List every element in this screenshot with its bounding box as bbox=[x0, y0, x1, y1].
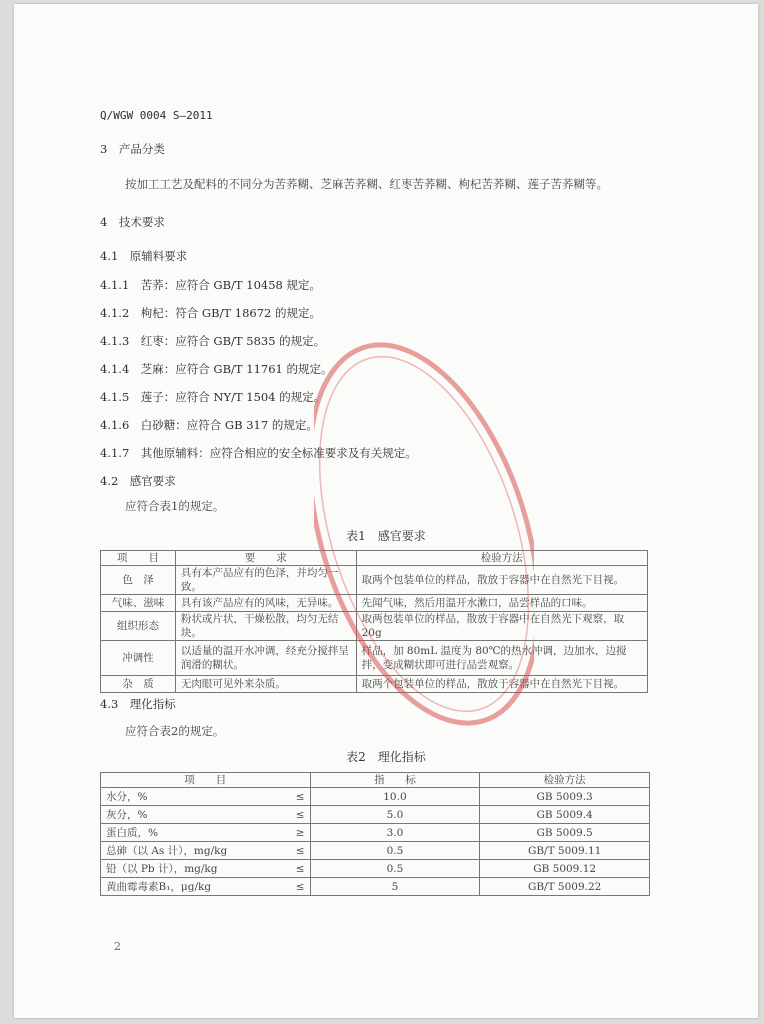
table-row bbox=[101, 595, 648, 612]
table-cell: 先闻气味，然后用温开水漱口，品尝样品的口味。 bbox=[356, 595, 647, 612]
table-2-caption: 表2 理化指标 bbox=[346, 750, 426, 764]
table-cell: 冲调性 bbox=[101, 641, 176, 676]
table-1-caption: 表1 感官要求 bbox=[346, 529, 426, 543]
item-4-1-5: 4.1.5 莲子：应符合 NY/T 1504 的规定。 bbox=[100, 390, 326, 404]
table-cell: ≤ bbox=[280, 878, 310, 896]
table-cell: 0.5 bbox=[310, 860, 480, 878]
table-2-header: 项 目 bbox=[101, 773, 311, 788]
table-cell: 杂 质 bbox=[101, 676, 176, 693]
table-2 bbox=[100, 772, 650, 896]
section-3-title: 3 产品分类 bbox=[100, 142, 165, 156]
table-cell: 5 bbox=[310, 878, 480, 896]
item-4-1-1: 4.1.1 苦荞：应符合 GB/T 10458 规定。 bbox=[100, 278, 321, 292]
table-cell: 具有本产品应有的色泽，并均匀一致。 bbox=[175, 566, 356, 595]
table-row bbox=[101, 806, 650, 824]
table-row bbox=[101, 842, 650, 860]
table-cell: GB 5009.12 bbox=[480, 860, 650, 878]
table-row bbox=[101, 566, 648, 595]
table-row bbox=[101, 676, 648, 693]
section-4-1-title: 4.1 原辅料要求 bbox=[100, 249, 188, 263]
table-row bbox=[101, 878, 650, 896]
table-cell: ≤ bbox=[280, 806, 310, 824]
item-4-1-4: 4.1.4 芝麻：应符合 GB/T 11761 的规定。 bbox=[100, 362, 333, 376]
table-cell: 10.0 bbox=[310, 788, 480, 806]
table-cell: 3.0 bbox=[310, 824, 480, 842]
table-cell: 气味、滋味 bbox=[101, 595, 176, 612]
table-cell: 以适量的温开水冲调，经充分搅拌呈润滑的糊状。 bbox=[175, 641, 356, 676]
item-4-1-7: 4.1.7 其他原辅料：应符合相应的安全标准要求及有关规定。 bbox=[100, 446, 417, 460]
table-cell: GB 5009.3 bbox=[480, 788, 650, 806]
section-4-title: 4 技术要求 bbox=[100, 215, 165, 229]
table-cell: GB/T 5009.22 bbox=[480, 878, 650, 896]
section-4-3-text: 应符合表2的规定。 bbox=[125, 724, 225, 738]
table-1-header-row bbox=[101, 551, 648, 566]
table-cell: 0.5 bbox=[310, 842, 480, 860]
item-4-1-2: 4.1.2 枸杞：符合 GB/T 18672 的规定。 bbox=[100, 306, 321, 320]
item-4-1-3: 4.1.3 红枣：应符合 GB/T 5835 的规定。 bbox=[100, 334, 326, 348]
table-1-header: 检验方法 bbox=[356, 551, 647, 566]
table-cell: 铅（以 Pb 计），mg/kg bbox=[101, 860, 281, 878]
table-cell: 取两个包装单位的样品，散放于容器中在自然光下目视。 bbox=[356, 676, 647, 693]
table-row bbox=[101, 641, 648, 676]
table-cell: 取两包装单位的样品，散放于容器中在自然光下观察，取 20g bbox=[356, 612, 647, 641]
table-cell: GB 5009.4 bbox=[480, 806, 650, 824]
table-2-header: 指 标 bbox=[310, 773, 480, 788]
table-cell: 粉状或片状，干燥松散，均匀无结块。 bbox=[175, 612, 356, 641]
table-cell: 总砷（以 As 计），mg/kg bbox=[101, 842, 281, 860]
table-row bbox=[101, 788, 650, 806]
table-cell: 蛋白质，% bbox=[101, 824, 281, 842]
table-cell: 5.0 bbox=[310, 806, 480, 824]
table-cell: 具有该产品应有的风味，无异味。 bbox=[175, 595, 356, 612]
table-cell: GB/T 5009.11 bbox=[480, 842, 650, 860]
table-cell: 取两个包装单位的样品，散放于容器中在自然光下目视。 bbox=[356, 566, 647, 595]
section-4-2-title: 4.2 感官要求 bbox=[100, 474, 176, 488]
table-cell: ≥ bbox=[280, 824, 310, 842]
table-cell: ≤ bbox=[280, 860, 310, 878]
table-cell: 水分，% bbox=[101, 788, 281, 806]
section-4-3-title: 4.3 理化指标 bbox=[100, 697, 176, 711]
page-number: 2 bbox=[114, 940, 121, 953]
table-cell: 黄曲霉毒素B₁，μg/kg bbox=[101, 878, 281, 896]
table-1-header: 要 求 bbox=[175, 551, 356, 566]
table-row bbox=[101, 612, 648, 641]
table-cell: 色 泽 bbox=[101, 566, 176, 595]
table-cell: 灰分，% bbox=[101, 806, 281, 824]
standard-code: Q/WGW 0004 S—2011 bbox=[100, 109, 213, 122]
document-page bbox=[14, 4, 758, 1018]
table-cell: ≤ bbox=[280, 842, 310, 860]
table-cell: 组织形态 bbox=[101, 612, 176, 641]
table-cell: GB 5009.5 bbox=[480, 824, 650, 842]
table-1-header: 项 目 bbox=[101, 551, 176, 566]
table-cell: 无肉眼可见外来杂质。 bbox=[175, 676, 356, 693]
table-1 bbox=[100, 550, 648, 693]
item-4-1-6: 4.1.6 白砂糖：应符合 GB 317 的规定。 bbox=[100, 418, 318, 432]
table-2-header-row bbox=[101, 773, 650, 788]
section-4-2-text: 应符合表1的规定。 bbox=[125, 499, 225, 513]
section-3-text: 按加工工艺及配料的不同分为苦荞糊、芝麻苦荞糊、红枣苦荞糊、枸杞苦荞糊、莲子苦荞糊等。 bbox=[125, 177, 608, 191]
table-row bbox=[101, 824, 650, 842]
table-2-header: 检验方法 bbox=[480, 773, 650, 788]
table-cell: 样品，加 80mL 温度为 80℃的热水冲调，边加水，边搅拌，变成糊状即可进行品尝观察。 bbox=[356, 641, 647, 676]
table-row bbox=[101, 860, 650, 878]
table-cell: ≤ bbox=[280, 788, 310, 806]
